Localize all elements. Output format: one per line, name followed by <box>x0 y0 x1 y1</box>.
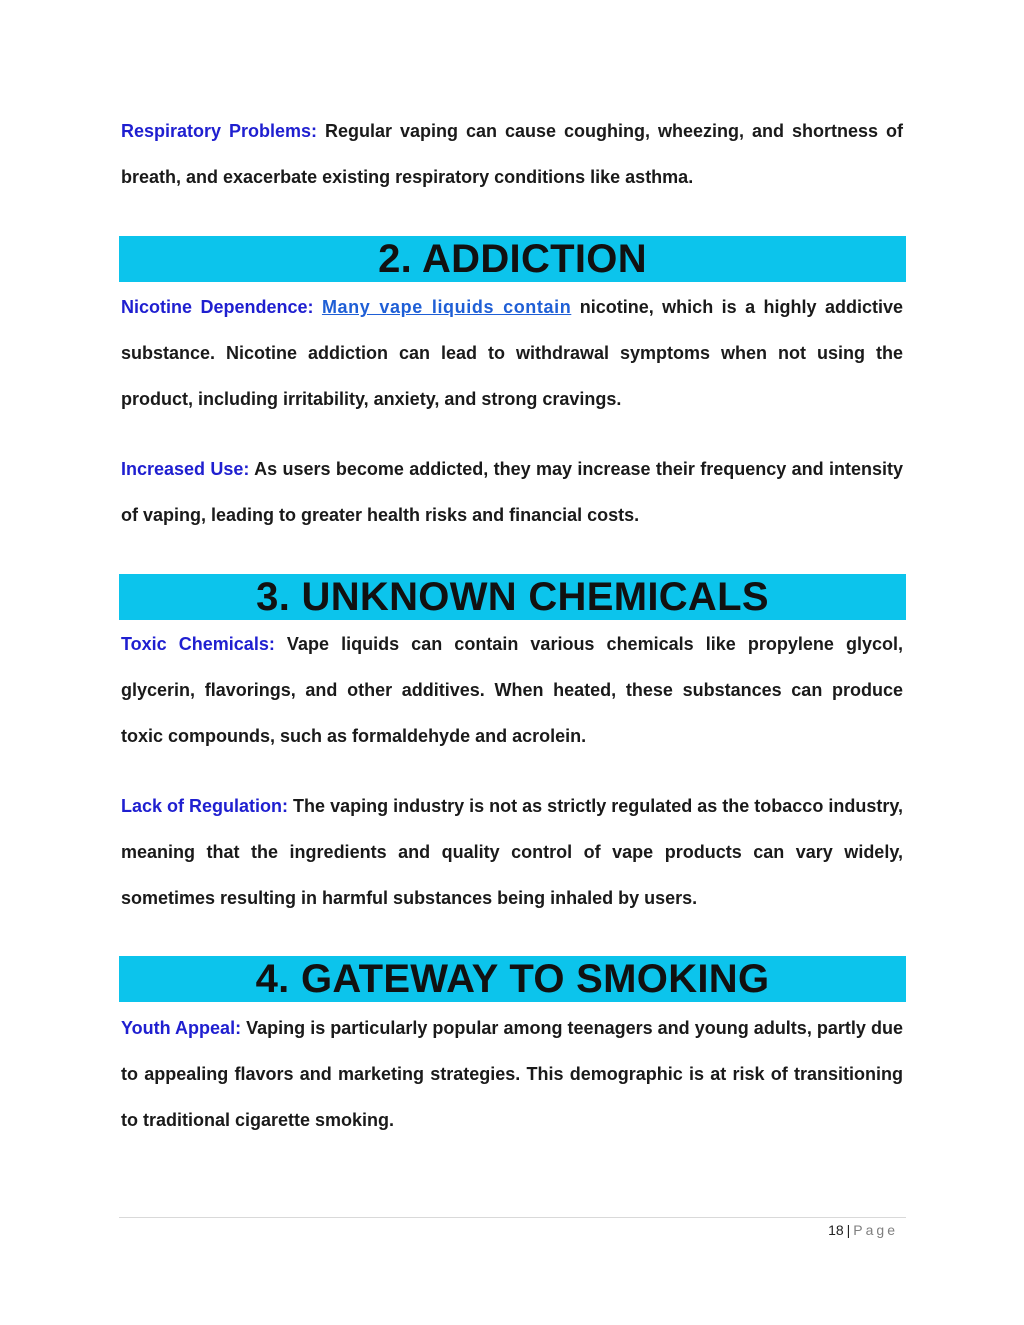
section-title-addiction: 2. ADDICTION <box>378 237 647 281</box>
page-number: 18 <box>828 1222 844 1238</box>
section-title-unknown-chemicals: 3. UNKNOWN CHEMICALS <box>256 575 769 619</box>
increased-use-paragraph <box>121 446 903 538</box>
increased-use-label: Increased Use: <box>121 459 250 479</box>
toxic-chemicals-text: Vape liquids can contain various chemicals like propylene glycol, glycerin, flavorings, and other additives. When heated, these substances can produce toxic compounds, such as formaldehyde and acrolein. <box>121 634 903 746</box>
respiratory-text: Regular vaping can cause coughing, wheezing, and shortness of breath, and exacerbate existing respiratory conditions like asthma. <box>121 121 903 187</box>
page-label: Page <box>853 1222 898 1238</box>
regulation-label: Lack of Regulation: <box>121 796 289 816</box>
increased-use-text: As users become addicted, they may increase their frequency and intensity of vaping, leading to greater health risks and financial costs. <box>121 459 903 525</box>
youth-appeal-paragraph <box>121 1005 903 1143</box>
regulation-paragraph <box>121 783 903 921</box>
page-footer <box>828 1222 898 1238</box>
respiratory-paragraph <box>121 108 903 200</box>
section-header-gateway <box>119 956 906 1002</box>
toxic-chemicals-label: Toxic Chemicals: <box>121 634 275 654</box>
nicotine-text: nicotine, which is a highly addictive substance. Nicotine addiction can lead to withdrawal symptoms when not using the product, including irritability, anxiety, and strong cravings. <box>121 297 903 409</box>
nicotine-label: Nicotine Dependence: <box>121 297 314 317</box>
youth-appeal-text: Vaping is particularly popular among teenagers and young adults, partly due to appealing flavors and marketing strategies. This demographic is at risk of transitioning to traditional cigarette smoking. <box>121 1018 903 1130</box>
toxic-chemicals-paragraph <box>121 621 903 759</box>
section-header-unknown-chemicals <box>119 574 906 620</box>
section-title-gateway: 4. GATEWAY TO SMOKING <box>255 957 770 1001</box>
section-header-addiction <box>119 236 906 282</box>
youth-appeal-label: Youth Appeal: <box>121 1018 242 1038</box>
vape-liquids-link[interactable]: Many vape liquids contain <box>321 297 572 317</box>
page-separator: | <box>846 1222 851 1238</box>
regulation-text: The vaping industry is not as strictly regulated as the tobacco industry, meaning that the ingredients and quality control of vape products can vary widely, sometimes resulting in harmful substances being inhaled by users. <box>121 796 904 908</box>
footer-divider <box>119 1217 906 1218</box>
respiratory-label: Respiratory Problems: <box>121 121 318 141</box>
nicotine-paragraph <box>121 284 903 422</box>
